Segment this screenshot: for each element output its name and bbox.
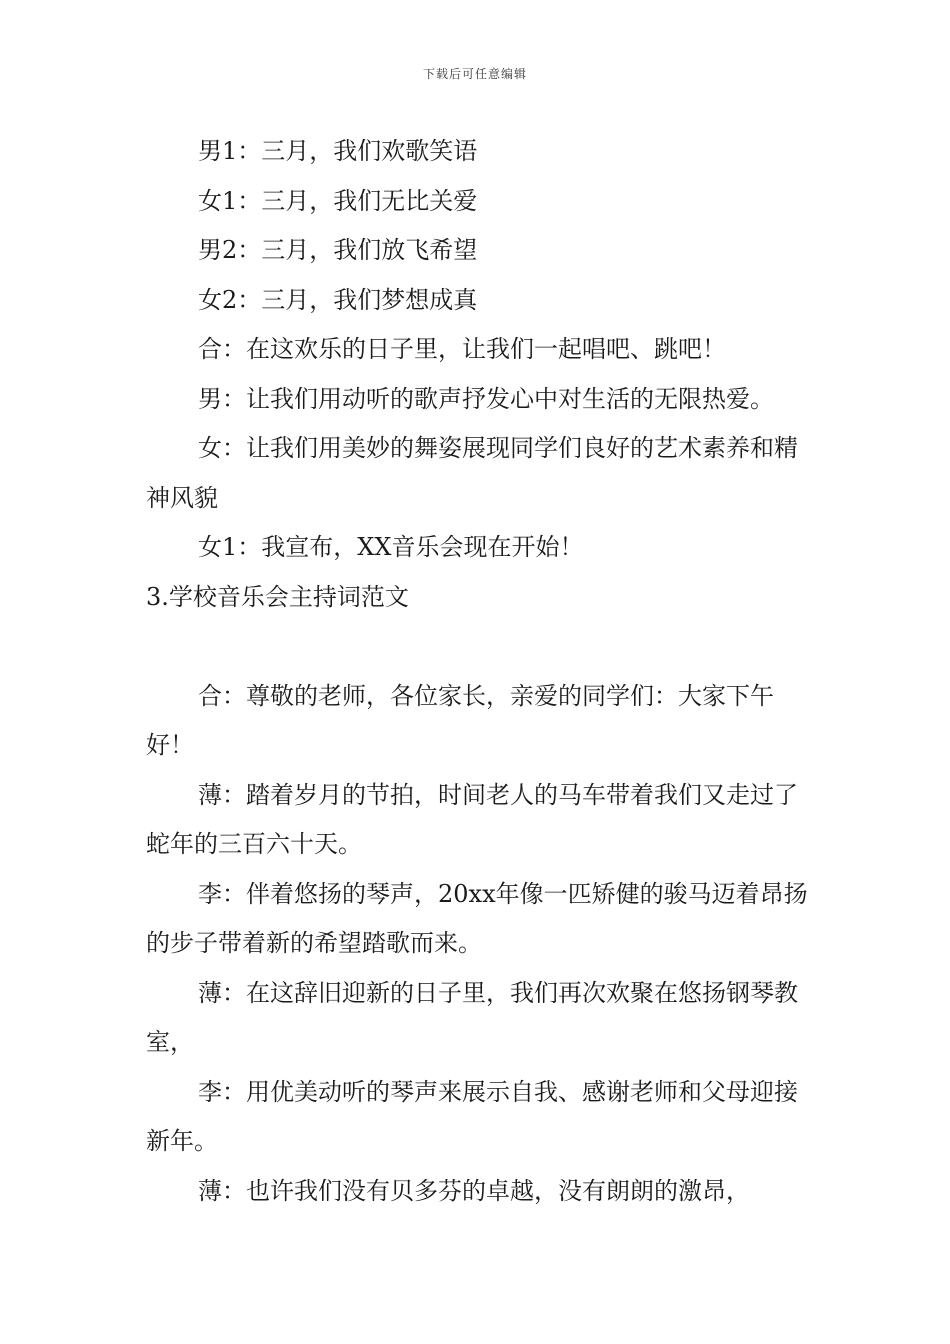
paragraph: 女1：我宣布，XX音乐会现在开始！ [198,533,584,561]
paragraph: 女：让我们用美妙的舞姿展现同学们良好的艺术素养和精神风貌 [146,434,798,512]
paragraph: 男1：三月，我们欢歌笑语 [198,137,478,165]
paragraph: 合：尊敬的老师，各位家长，亲爱的同学们：大家下午好！ [146,681,774,759]
paragraph: 李：伴着悠扬的琴声，20xx年像一匹矫健的骏马迈着昂扬的步子带着新的希望踏歌而来。 [146,879,808,957]
paragraph: 薄：也许我们没有贝多芬的卓越，没有朗朗的激昂， [198,1176,750,1205]
paragraph: 女1：三月，我们无比关爱 [198,186,478,215]
paragraph: 男2：三月，我们放飞希望 [198,236,478,264]
section-heading: 3.学校音乐会主持词范文 [146,582,409,611]
paragraph: 薄：在这辞旧迎新的日子里，我们再次欢聚在悠扬钢琴教室， [146,978,798,1056]
paragraph: 李：用优美动听的琴声来展示自我、感谢老师和父母迎接新年。 [146,1077,798,1155]
paragraph: 薄：踏着岁月的节拍，时间老人的马车带着我们又走过了蛇年的三百六十天。 [146,780,798,858]
paragraph: 男：让我们用动听的歌声抒发心中对生活的无限热爱。 [198,384,774,413]
paragraph: 合：在这欢乐的日子里，让我们一起唱吧、跳吧！ [198,335,726,363]
paragraph: 女2：三月，我们梦想成真 [198,285,478,314]
header-note: 下载后可任意编辑 [422,67,527,81]
document-body [146,127,810,1216]
